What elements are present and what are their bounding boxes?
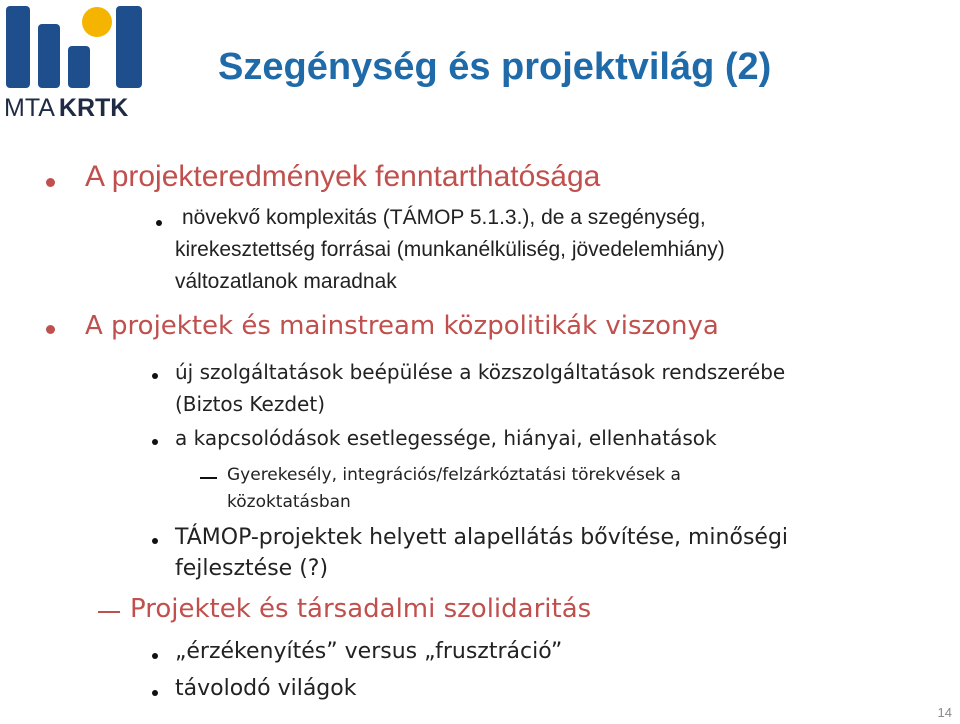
- list-item-line: változatlanok maradnak: [175, 270, 397, 293]
- list-item-line: fejlesztése (?): [175, 556, 329, 581]
- list-item-line: „érzékenyítés” versus „frusztráció”: [175, 639, 563, 664]
- list-item-line: kirekesztettség forrásai (munkanélküliség, jövedelemhiány): [175, 238, 725, 261]
- logo-mta: MTA: [4, 94, 55, 122]
- section-heading: A projekteredmények fenntarthatósága: [85, 160, 601, 193]
- bullet-icon: [152, 373, 158, 379]
- dash-icon: [200, 477, 217, 479]
- page-number: 14: [937, 705, 952, 720]
- list-item-line: új szolgáltatások beépülése a közszolgáltatások rendszerébe: [175, 360, 786, 384]
- bullet-icon: [152, 439, 158, 445]
- mta-krtk-logo-icon: [4, 4, 144, 90]
- logo: [4, 4, 144, 122]
- sub-item-line: Gyerekesély, integrációs/felzárkóztatási törekvések a: [227, 465, 681, 485]
- list-item-line: a kapcsolódások esetlegessége, hiányai, ellenhatások: [175, 426, 717, 450]
- bullet-icon: [152, 690, 158, 696]
- logo-krtk: KRTK: [58, 94, 129, 122]
- bullet-icon: [152, 538, 158, 544]
- bullet-icon: [46, 178, 55, 187]
- bullet-icon: [46, 325, 55, 334]
- section-heading: Projektek és társadalmi szolidaritás: [130, 594, 592, 624]
- logo-text: [4, 94, 144, 123]
- list-item-line: növekvő komplexitás (TÁMOP 5.1.3.), de a szegénység,: [182, 206, 706, 229]
- slide-title: Szegénység és projektvilág (2): [218, 46, 772, 88]
- list-item-line: (Biztos Kezdet): [175, 392, 325, 416]
- section-heading: A projektek és mainstream közpolitikák viszonya: [85, 311, 719, 341]
- bullet-icon: [156, 220, 162, 226]
- list-item-line: TÁMOP-projektek helyett alapellátás bővítése, minőségi: [175, 525, 789, 550]
- sub-item-line: közoktatásban: [227, 492, 351, 512]
- list-item-line: távolodó világok: [175, 676, 357, 701]
- dash-icon: [98, 611, 120, 613]
- bullet-icon: [152, 653, 158, 659]
